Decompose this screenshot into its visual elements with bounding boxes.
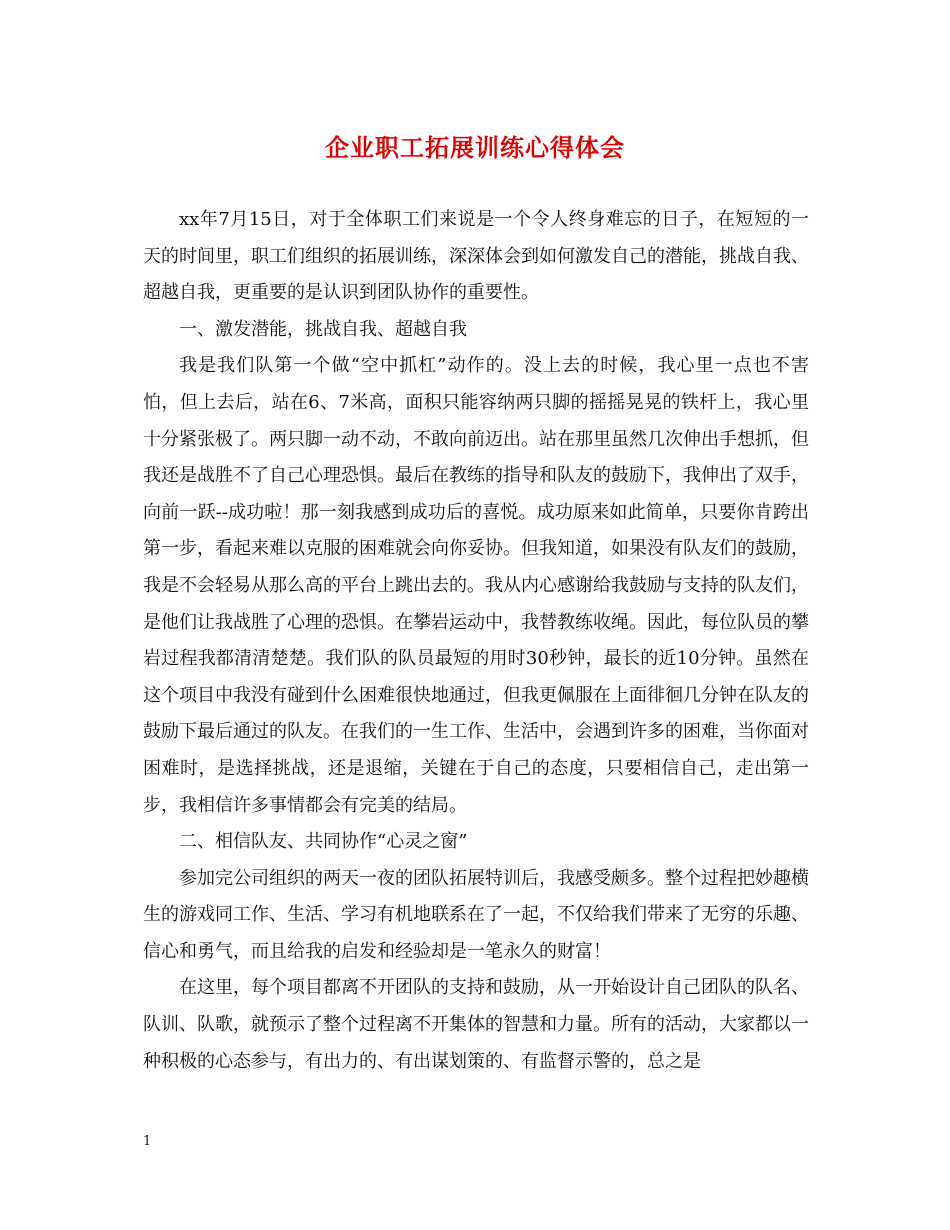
- paragraph-section-2a: 参加完公司组织的两天一夜的团队拓展特训后，我感受颇多。整个过程把妙趣横生的游戏同工作、生活、学习有机地联系在了一起，不仅给我们带来了无穷的乐趣、信心和勇气，而且给我的启发和经验却是一笔永久的财富！: [143, 867, 809, 962]
- page-number: 1: [143, 1134, 152, 1149]
- document-body: [143, 202, 809, 1080]
- section-heading-2: 二、相信队友、共同协作“心灵之窗”: [179, 831, 468, 853]
- paragraph-intro: xx年7月15日，对于全体职工们来说是一个令人终身难忘的日子，在短短的一天的时间里，职工们组织的拓展训练，深深体会到如何激发自己的潜能，挑战自我、超越自我，更重要的是认识到团队协作的重要性。: [143, 209, 809, 304]
- paragraph-section-1: 我是我们队第一个做“空中抓杠”动作的。没上去的时候，我心里一点也不害怕，但上去后，站在6、7米高，面积只能容纳两只脚的摇摇晃晃的铁杆上，我心里十分紧张极了。两只脚一动不动，不敢向前迈出。站在那里虽然几次伸出手想抓，但我还是战胜不了自己心理恐惧。最后在教练的指导和队友的鼓励下，我伸出了双手，向前一跃--成功啦！那一刻我感到成功后的喜悦。成功原来如此简单，只要你肯跨出第一步，看起来难以克服的困难就会向你妥协。但我知道，如果没有队友们的鼓励，我是不会轻易从那么高的平台上跳出去的。我从内心感谢给我鼓励与支持的队友们，是他们让我战胜了心理的恐惧。在攀岩运动中，我替教练收绳。因此，每位队员的攀岩过程我都清清楚楚。我们队的队员最短的用时30秒钟，最长的近10分钟。虽然在这个项目中我没有碰到什么困难很快地通过，但我更佩服在上面徘徊几分钟在队友的鼓励下最后通过的队友。在我们的一生工作、生活中，会遇到许多的困难，当你面对困难时，是选择挑战，还是退缩，关键在于自己的态度，只要相信自己，走出第一步，我相信许多事情都会有完美的结局。: [143, 355, 809, 816]
- document-title: 企业职工拓展训练心得体会: [325, 133, 625, 162]
- section-heading-1: 一、激发潜能，挑战自我、超越自我: [179, 318, 467, 340]
- paragraph-section-2b: 在这里，每个项目都离不开团队的支持和鼓励，从一开始设计自己团队的队名、队训、队歌，就预示了整个过程离不开集体的智慧和力量。所有的活动，大家都以一种积极的心态参与，有出力的、有出谋划策的、有监督示警的，总之是: [143, 977, 809, 1072]
